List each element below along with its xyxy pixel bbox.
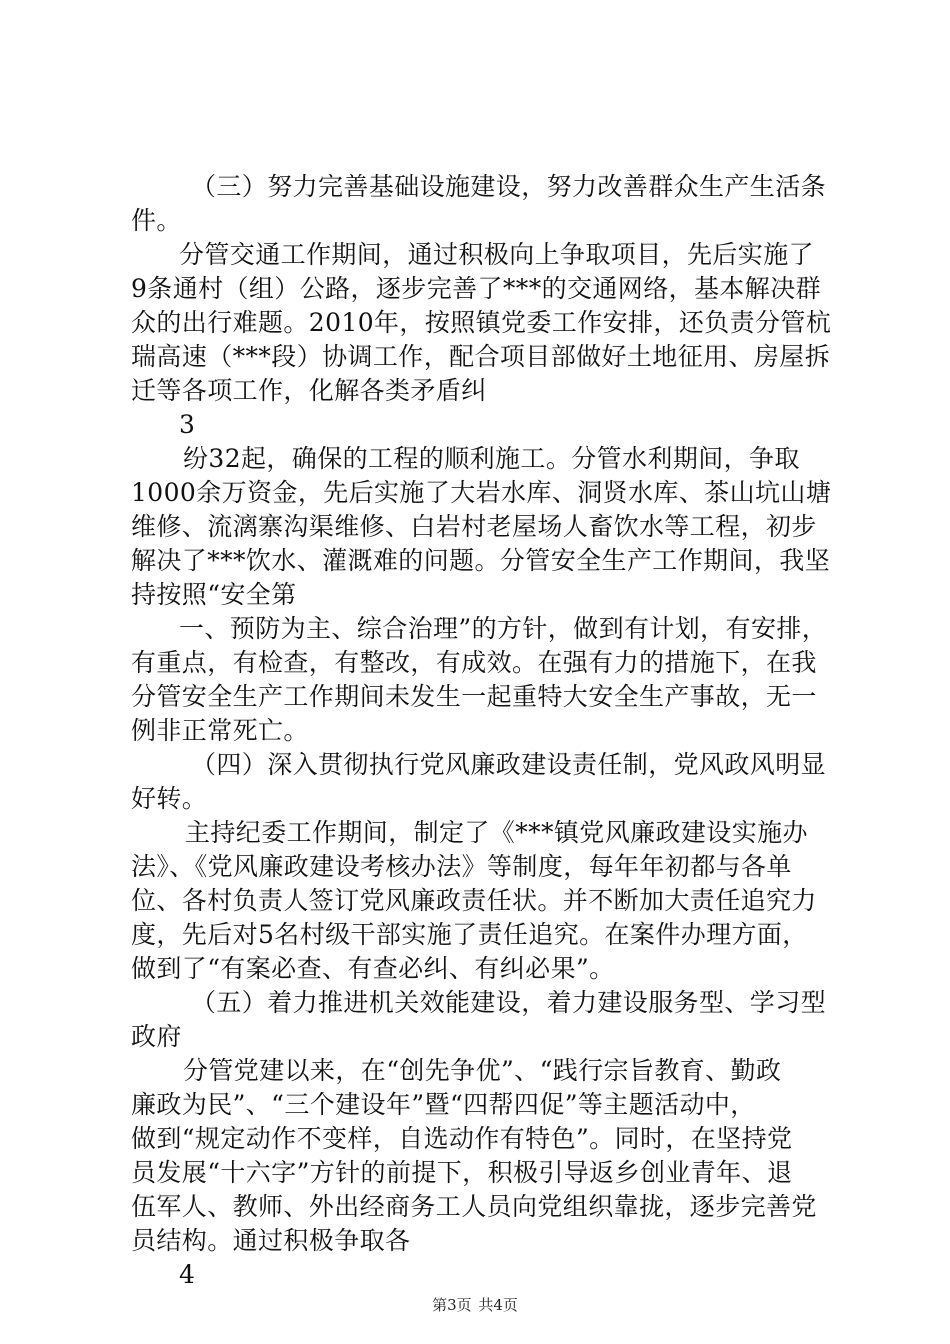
- text-line: 分管安全生产工作期间未发生一起重特大安全生产事故，无一: [131, 682, 817, 711]
- text-line: 件。: [131, 206, 182, 235]
- page-number: 第3页: [432, 1296, 472, 1314]
- page-marker: 4: [179, 1260, 196, 1289]
- page-footer: [0, 1295, 950, 1315]
- text-line: 持按照“安全第: [131, 580, 297, 609]
- page-marker: 3: [179, 410, 196, 439]
- text-line: 一、预防为主、综合治理”的方针，做到有计划，有安排，: [179, 614, 828, 643]
- text-line: 廉政为民”、“三个建设年”暨“四帮四促”等主题活动中，: [131, 1090, 756, 1119]
- text-line: 法》、《党风廉政建设考核办法》等制度，每年年初都与各单: [131, 852, 792, 881]
- text-line: 做到“规定动作不变样，自选动作有特色”。同时，在坚持党: [131, 1124, 793, 1153]
- text-line: 度，先后对5名村级干部实施了责任追究。在案件办理方面，: [131, 920, 808, 949]
- text-line: 伍军人、教师、外出经商务工人员向党组织靠拢，逐步完善党: [131, 1192, 817, 1221]
- text-line: 分管交通工作期间，通过积极向上争取项目，先后实施了: [179, 240, 815, 269]
- text-line: 众的出行难题。2010年，按照镇党委工作安排，还负责分管杭: [131, 308, 832, 337]
- text-line: （四）深入贯彻执行党风廉政建设责任制，党风政风明显: [191, 750, 827, 779]
- text-line: （三）努力完善基础设施建设，努力改善群众生产生活条: [191, 172, 827, 201]
- text-line: 1000余万资金，先后实施了大岩水库、洞贤水库、茶山坑山塘: [131, 478, 832, 507]
- text-line: 迁等各项工作，化解各类矛盾纠: [131, 376, 487, 405]
- text-line: （五）着力推进机关效能建设，着力建设服务型、学习型: [191, 988, 827, 1017]
- text-line: 解决了***饮水、灌溉难的问题。分管安全生产工作期间，我坚: [131, 546, 831, 575]
- text-line: 有重点，有检查，有整改，有成效。在强有力的措施下，在我: [131, 648, 817, 677]
- text-line: 员结构。通过积极争取各: [131, 1226, 411, 1255]
- text-line: 做到了“有案必查、有查必纠、有纠必果”。: [131, 954, 615, 983]
- text-line: 政府: [131, 1022, 182, 1051]
- text-line: 维修、流漓寨沟渠维修、白岩村老屋场人畜饮水等工程，初步: [131, 512, 817, 541]
- text-line: 分管党建以来，在“创先争优”、“践行宗旨教育、勤政: [183, 1056, 782, 1085]
- page-total: 共4页: [478, 1296, 518, 1314]
- text-line: 好转。: [131, 784, 208, 813]
- text-line: 瑞高速（***段）协调工作，配合项目部做好土地征用、房屋拆: [131, 342, 831, 371]
- text-line: 位、各村负责人签订党风廉政责任状。并不断加大责任追究力: [131, 886, 817, 915]
- text-line: 例非正常死亡。: [131, 716, 309, 745]
- text-line: 员发展“十六字”方针的前提下，积极引导返乡创业青年、退: [131, 1158, 793, 1187]
- text-line: 纷32起，确保的工程的顺利施工。分管水利期间，争取: [183, 444, 800, 473]
- text-line: 主持纪委工作期间，制定了《***镇党风廉政建设实施办: [185, 818, 808, 847]
- text-line: 9条通村（组）公路，逐步完善了***的交通网络，基本解决群: [131, 274, 822, 303]
